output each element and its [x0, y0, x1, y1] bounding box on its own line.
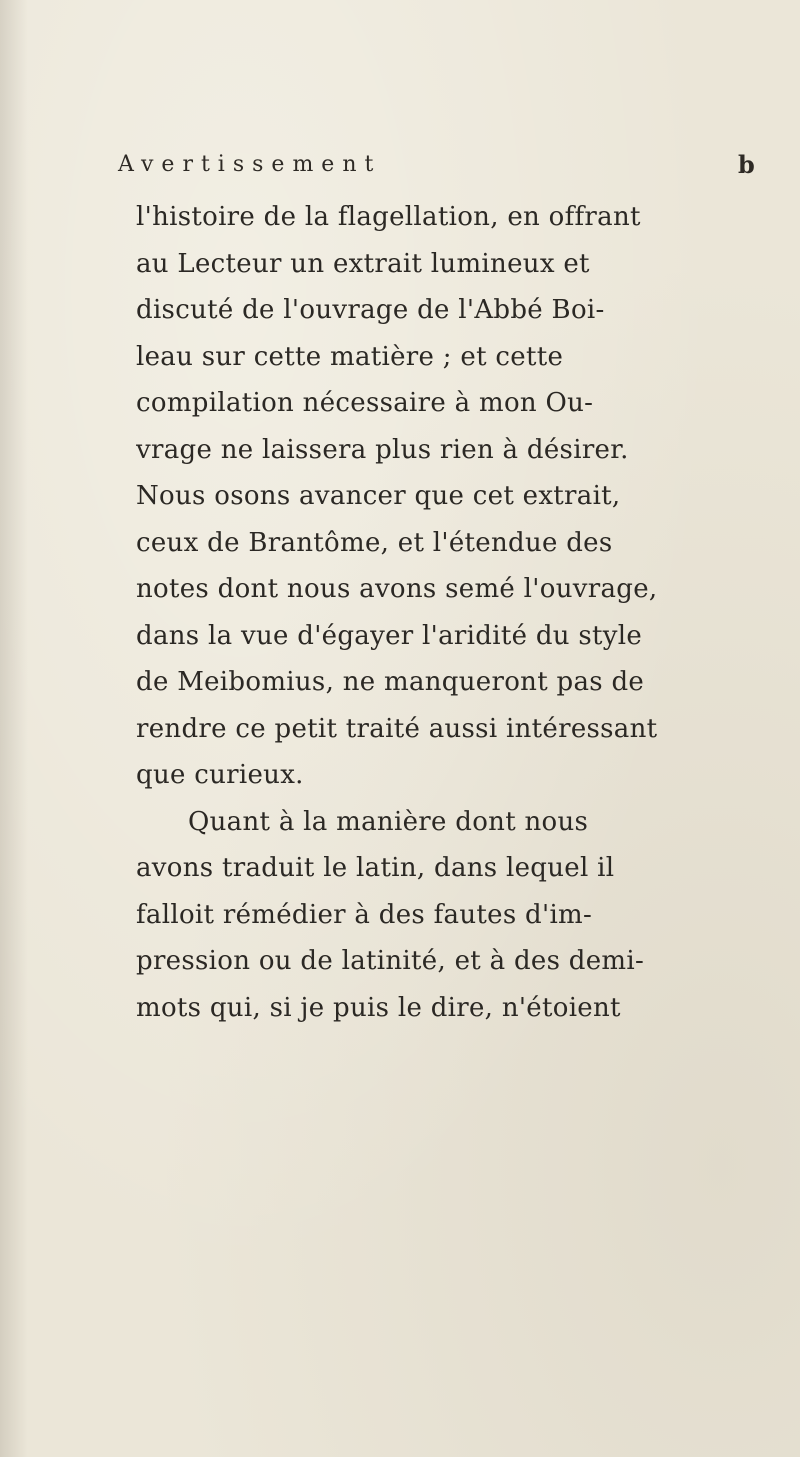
text-line: l'histoire de la flagellation, en offrant: [136, 202, 641, 232]
text-line: compilation nécessaire à mon Ou-: [136, 388, 594, 418]
text-line: falloit rémédier à des fautes d'im-: [136, 899, 593, 930]
text-line: de Meibomius, ne manqueront pas de: [136, 667, 645, 697]
text-line: Nous osons avancer que cet extrait,: [136, 481, 621, 511]
text-line: notes dont nous avons semé l'ouvrage,: [136, 574, 658, 604]
text-line: rendre ce petit traité aussi intéressant: [136, 713, 658, 744]
running-head-title: Avertissement: [118, 152, 382, 177]
page-gutter-shadow: [0, 0, 28, 1457]
text-line: leau sur cette matière ; et cette: [136, 341, 564, 372]
text-line: vrage ne laissera plus rien à désirer.: [136, 434, 629, 465]
text-line: au Lecteur un extrait lumineux et: [136, 248, 590, 279]
text-line: mots qui, si je puis le dire, n'étoient: [136, 992, 621, 1023]
text-line: discuté de l'ouvrage de l'Abbé Boi-: [136, 295, 605, 325]
text-line: que curieux.: [136, 760, 304, 790]
page-number: b: [738, 150, 755, 179]
text-line: ceux de Brantôme, et l'étendue des: [136, 527, 613, 558]
running-head: [0, 146, 800, 186]
text-line: avons traduit le latin, dans lequel il: [136, 853, 615, 883]
paragraph-first-line: Quant à la manière dont nous: [188, 806, 589, 837]
text-line: dans la vue d'égayer l'aridité du style: [136, 620, 643, 651]
text-line: pression ou de latinité, et à des demi-: [136, 946, 645, 976]
body-text: [136, 194, 776, 1031]
